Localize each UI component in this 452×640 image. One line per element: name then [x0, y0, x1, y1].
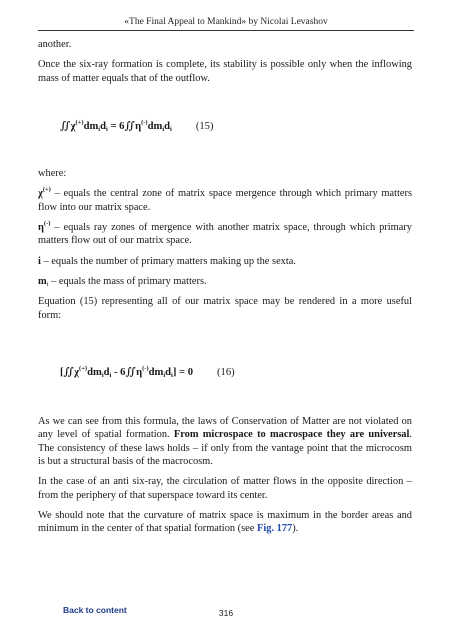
eq-term: dm — [87, 366, 102, 378]
paragraph-curvature — [38, 509, 412, 536]
equation-16 — [60, 366, 412, 379]
emphasis-text: From microspace to macrospace they are universal — [173, 429, 410, 441]
double-integral-symbol: ∬ — [63, 366, 75, 378]
eq-term: d — [100, 120, 106, 132]
figure-link[interactable]: Fig. 177 — [257, 523, 293, 535]
eq-term: d — [103, 366, 110, 378]
m-symbol: m — [38, 275, 47, 287]
subscript: i — [101, 371, 104, 379]
subscript: i — [163, 371, 166, 379]
superscript: (+) — [42, 186, 51, 194]
paragraph-anti-six-ray: In the case of an anti six-ray, the circulation of matter flows in the opposite direction – from the periphery of that superspace toward its center. — [38, 476, 412, 501]
definition-i — [38, 255, 412, 268]
eta-symbol: η — [135, 120, 142, 132]
paragraph-equation-intro: Equation (15) representing all of our matrix space may be rendered in a more useful form: — [38, 296, 412, 321]
subscript: i — [170, 125, 172, 133]
paragraph-text: As we can see from this formula, the laws of Conservation of Matter are not violated on any level of spatial formation. — [38, 416, 412, 441]
paragraph-text: . The consistency of these laws holds – if only from the vantage point that the microcosm is but a structural basis of the macrocosm. — [38, 429, 412, 468]
page-body — [38, 38, 412, 543]
paragraph-conservation — [38, 415, 412, 468]
superscript: (+) — [79, 364, 88, 372]
equation-number: (16) — [217, 366, 235, 378]
eq-operator: ] = 0 — [172, 366, 194, 378]
paragraph-continuation: another. — [38, 39, 72, 50]
double-integral-symbol: ∬ — [124, 120, 136, 132]
eq-term: d — [164, 120, 171, 132]
definition-m — [38, 275, 412, 288]
i-symbol: i — [38, 255, 41, 267]
page-number: 316 — [218, 608, 234, 618]
superscript: (-) — [43, 220, 51, 228]
chi-symbol: χ — [74, 366, 80, 378]
definition-text: – equals the number of primary matters making up the sexta. — [40, 255, 296, 267]
paragraph-text: We should note that the curvature of matrix space is maximum in the border areas and minimum in the center of that spatial formation (see — [38, 509, 412, 535]
subscript: i — [98, 125, 101, 133]
superscript: (+) — [75, 118, 84, 126]
paragraph-stability: Once the six-ray formation is complete, its stability is possible only when the inflowing mass of matter equals that of the outflow. — [38, 59, 412, 84]
eta-symbol: η — [136, 366, 143, 378]
eq-term: d — [165, 366, 172, 378]
where-label: where: — [38, 168, 67, 180]
eq-operator: = 6 — [107, 120, 125, 132]
subscript: i — [46, 280, 49, 288]
eq-term: dm — [83, 120, 99, 132]
subscript: i — [171, 371, 173, 379]
double-integral-symbol: ∬ — [60, 120, 71, 132]
definition-text: – equals ray zones of mergence with another matrix space, through which primary matters flow out of our matrix space. — [38, 222, 412, 247]
subscript: i — [109, 371, 112, 379]
superscript: (-) — [141, 118, 148, 126]
subscript: i — [162, 125, 165, 133]
chi-symbol: χ — [70, 120, 76, 132]
eq-term: dm — [147, 120, 163, 132]
eq-term: dm — [148, 366, 164, 378]
definition-chi — [38, 187, 412, 214]
chi-symbol: χ — [38, 188, 43, 200]
definition-eta — [38, 221, 412, 248]
back-to-content-link[interactable]: Back to content — [63, 605, 127, 615]
paragraph-text: ). — [292, 523, 299, 535]
subscript: i — [106, 125, 108, 133]
equation-number: (15) — [195, 120, 214, 132]
double-integral-symbol: ∬ — [125, 366, 137, 378]
header-rule — [38, 30, 414, 31]
bracket: [ — [60, 366, 64, 378]
superscript: (-) — [142, 364, 149, 372]
definition-text: – equals the central zone of matrix space mergence through which primary matters flow into our matrix space. — [38, 188, 412, 213]
eta-symbol: η — [38, 222, 44, 234]
definition-text: – equals the mass of primary matters. — [48, 275, 207, 287]
running-header: «The Final Appeal to Mankind» by Nicolai Levashov — [124, 17, 328, 27]
equation-15 — [60, 120, 412, 133]
eq-operator: - 6 — [111, 366, 126, 378]
